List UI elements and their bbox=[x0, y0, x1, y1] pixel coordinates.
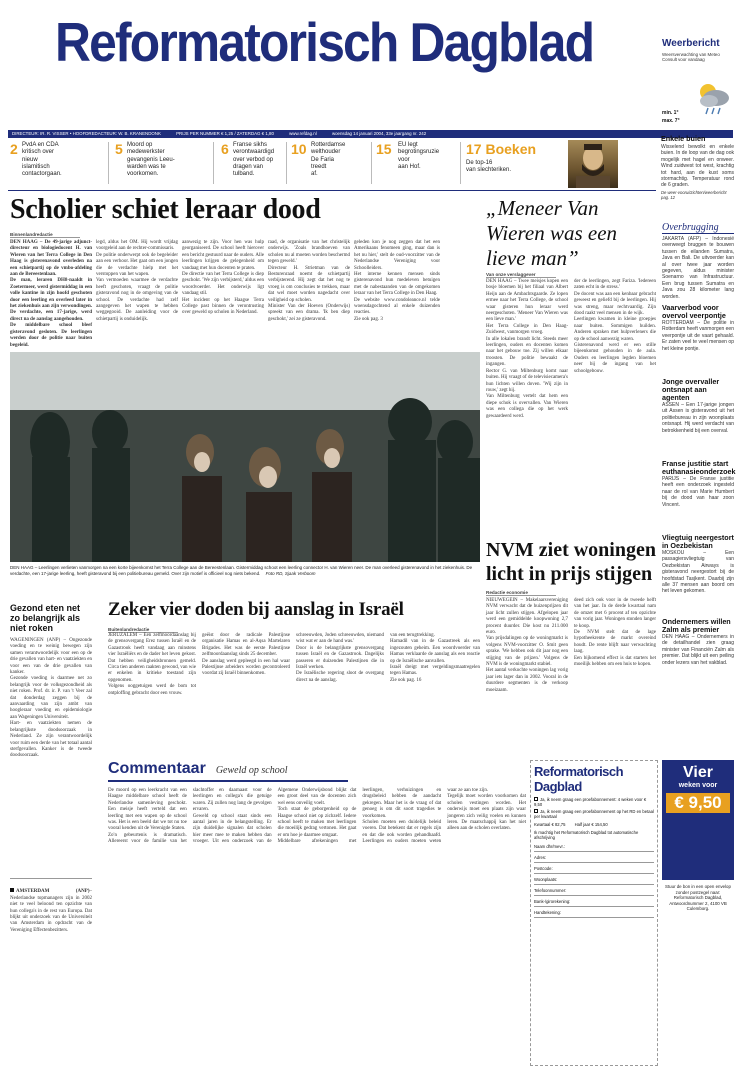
israel-column: van een terugtrekking. Harnadil van in de Gazastreek als een ingezouten geheim. Een woordvoerder van Hamas verklaarde de aanslag als een reactie op de Israëlische aanvallen. Israël dreigt met vergeldingsmaatregelen tegen Hamas. Zie ook pag. 16 bbox=[390, 633, 480, 683]
subscription-option[interactable] bbox=[534, 809, 654, 819]
band-website[interactable]: www.refdag.nl bbox=[289, 131, 317, 136]
weather-heading: Enkele buien bbox=[661, 134, 706, 143]
commentary-box bbox=[108, 760, 526, 1066]
teaser-strip bbox=[8, 140, 656, 188]
weather-link[interactable]: De weer-vooruitzichten/weerbericht pag. 12 bbox=[661, 189, 727, 200]
right-headline[interactable]: Jonge overvaller ontsnapt aan agenten bbox=[662, 377, 720, 402]
nvm-column: deed zich ook voor in de tweede helft van het jaar. In de derde kwartaal nam de omzet met 6 procent af ten opzichte van vorig jaar. Woningen stonden langer te koop. De NVM stelt dat de lage hypotheekrente de markt overeind houdt. De rente blijft naar verwachting laag. Een bijkomend effect is dat starters het moeilijk hebben om een huis te kopen. bbox=[574, 598, 656, 668]
israel-headline[interactable]: Zeker vier doden bij aanslag in Israël bbox=[108, 599, 404, 620]
nvm-column: NIEUWEGEIN – Makelaarsvereniging NVM verwacht dat de huizenprijzen dit jaar licht zullen stijgen. Afgelopen jaar werd een gemiddelde koopwoning 2,7 procent duurder. Die kost nu 211.000 euro. Van prijsdalingen op de woningmarkt is volgens NVM-voorzitter O. Smit geen sprake. 'We hebben ook dit jaar nog een stijging van de prijzen.' Volgens de NVM is de woningmarkt stabiel. Het aantal verkochte woningen lag vorig jaar iets lager dan in 2002. Vooral in de duurdere segmenten is de verkoop moeizaam. bbox=[486, 598, 568, 693]
form-field[interactable]: Adres: bbox=[534, 855, 654, 863]
subscription-option[interactable] bbox=[534, 797, 654, 807]
right-article: PARIJS – De Franse justitie heeft een onderzoek ingesteld naar de rol van Marie Humbert bij de dood van haar zoon Vincent. bbox=[662, 476, 734, 508]
teaser-divider bbox=[213, 142, 214, 184]
right-headline[interactable]: Franse justitie start euthanasieonderzoek bbox=[662, 459, 736, 476]
israel-article bbox=[108, 633, 480, 755]
teaser-page-number bbox=[466, 142, 536, 157]
lead-column: geleden kon je nog zeggen dat het een Amerikaans fenomeen ging, maar dan is het nu hier,' stelt de oud-voorzitter van de Nederlandse Vereniging voor Schoolleiders. Het interne kennen mensen sinds gisterenavond hun medeleven betuigen met de nabestaanden van de omgekomen leraar van het Terra College in Den Haag. De website www.condoleance.nl telde woensdagochtend al enkele duizenden reacties. Zie ook pag. 3 bbox=[354, 240, 440, 322]
teaser-page-number: 6 bbox=[221, 141, 229, 157]
promo-title: Vier bbox=[683, 764, 713, 781]
right-article: JAKARTA (AFP) – Indonesië overweegt bruggen te bouwen tussen de eilanden Sumatra, Java en Bali. De uitvoerder kan al over twee jaar worden gegeven, aldus minister Soenarno van Infrastructuur. Een brug tussen Sumatra en Java zou 28 kilometer lang worden. bbox=[662, 236, 734, 300]
lead-photo bbox=[10, 352, 480, 562]
teaser-text: EU legt begrotingsruzie voor aan Hof. bbox=[398, 142, 440, 170]
form-field[interactable]: Bank-/girorekening: bbox=[534, 899, 654, 907]
right-article: MOSKOU – Een passagiersvliegtuig van Oezbekistan Airways is gisteravond neergestort bij de hoofdstad Tasjkent. Daarbij zijn alle 37 mensen aan boord om het leven gekomen. bbox=[662, 550, 734, 595]
subscription-option-label: Ja, ik neem graag een proefabonnement op het RD en betaal per kwartaal bbox=[534, 809, 654, 819]
teaser-text: Franse sikhs verontwaardigd over verbod op dragen van tulband. bbox=[233, 142, 275, 178]
lead-article bbox=[10, 238, 442, 348]
right-column bbox=[662, 222, 734, 756]
form-field[interactable]: Woonplaats: bbox=[534, 877, 654, 885]
lead-column: raad, de organisatie van het christelijk onderwijs. 'Zoals brandhoeven van scholen nu al moeten worden beschermd tegen geweld.' Directeur H. Strietman van de Besturenraad noemt de schietpartij verbijsterend. Hij zegt dat het nog te vroeg is om conclusies te trekken, maar dat wel moet worden nagedacht over veiligheid op scholen. Minister Van der Hoeven (Onderwijs) spreekt van een drama. 'Ik ben diep geschokt,' zei ze gisteravond. bbox=[268, 240, 350, 322]
teaser-page-label: Boeken bbox=[485, 141, 537, 157]
price-quarter[interactable]: Kwartaal € 82,75 bbox=[534, 822, 566, 827]
left-article-health: WAGENINGEN (ANP) – Ongezonde voeding en te weinig bewegen zijn samen verantwoordelijk voor een op de drie gevallen van hart- en vaatziekten en voor een van de drie gevallen van kanker. Gezonde voeding is daarmee net zo belangrijk voor de volksgezondheid als niet roken. Prof. dr. ir. P. van 't Veer zal dat donderdag zeggen bij de aanvaarding van zijn ambt van hoogleraar voeding en epidemiologie aan Wageningen Universiteit. Hart- en vaatziekten nemen de belangrijkste doodsoorzaak in Nederland. Ze zijn verantwoordelijk voor ruim een derde van het totaal aantal sterfgevallen. Kanker is de tweede doodsoorzaak. bbox=[10, 638, 92, 759]
teaser-text: PvdA en CDA kritisch over nieuw islamitisch contactorgaan. bbox=[22, 142, 62, 178]
teaser-item[interactable] bbox=[113, 140, 203, 188]
right-article: ASSEN – Een 17-jarige jongen uit Assen is gisteravond uit het politiebureau in zijn woonplaats ontsnapt. Hij werd verdacht van betrokkenheid bij een overval. bbox=[662, 402, 734, 434]
photo-credit: Foto RD, Sjaak Verboom bbox=[265, 570, 316, 576]
interview-column: der de leerlingen, zegt Fariza. 'Iedereen zaten echt in de stress.' De docent was aan een kenbaar gebracht geweest en geliefd bij de leerlingen. Hij was streng, maar rechtvaardig. Zijn dood raakt veel mensen in de wijk. Leerlingen kwamen in kleine groepjes naar buiten. Sommigen huilden. Anderen spraken met hulpverleners die op de school aanwezig waren. Gisterenavond werd er een stille bijeenkomst gehouden in de aula. Ouders en leerlingen legden bloemen neer bij de ingang van het schoolgebouw. bbox=[574, 279, 656, 374]
weather-icon bbox=[694, 78, 732, 116]
commentary-subtitle: Geweld op school bbox=[215, 765, 288, 776]
teaser-item[interactable] bbox=[374, 140, 460, 188]
lead-column: aanwezig te zijn. Voor hen was hulp georganiseerd. De school heeft hierover een bericht gestuurd naar de ouders. Alle leerlingen krijgen de gelegenheid om vandaag met hun docenten te praten. De directie van het Terra College is diep geschokt. 'We zijn verbijsterd,' aldus een woordvoerder. Het onderwijs ligt vandaag stil. Het incident op het Haagse Terra College past binnen de verontrusting over geweld op scholen in Nederland. bbox=[182, 240, 264, 316]
masthead-title: Reformatorisch Dagblad bbox=[55, 11, 594, 73]
teaser-text: De top-16 van slechteriken. bbox=[466, 160, 512, 174]
left-article-place: AMSTERDAM (ANP) bbox=[16, 889, 90, 895]
weather-text: Wisselend bewolkt en enkele buien. In de loop van de dag ook mogelijk met hagel en onweer. Wind zuidwest tot west, krachtig tot hard, aan de kust soms stormachtig. Temperatuur rond de 6 graden. bbox=[661, 144, 734, 189]
weather-title: Weerbericht bbox=[662, 38, 720, 49]
teaser-text: Moord op medewerkster gevangenis Leeu- warden was te voorkomen. bbox=[127, 142, 175, 178]
form-field[interactable]: Telefoonnummer: bbox=[534, 888, 654, 896]
interview-column: DEN HAAG – Twee meisjes kopen een bosje bloemen bij het filiaal van Albert Heijn aan de Ambachtsgaarde. Ze lopen ermee naar het Terra College, de school waar gisteren hun leraar werd neergeschoten. 'Meneer Van Wieren was een lieve man.' Het Terra College in Den Haag-Zuidwest, vanmorgen vroeg. In alle lokalen brandt licht. Steeds meer leerlingen, ouders en docenten komen naar het gebouw toe. Zij willen elkaar troosten. De politie bewaakt de ingangen. Rector G. van Miltenburg komt naar buiten. Hij vraagt of de televisiecamera's hun lichten willen doven. 'Wij zijn in rouw,' zegt hij. Van Miltenburg vertelt dat hem een diepe schok is overvallen. Van Wieren was een collega die op het werk gewaardeerd werd. bbox=[486, 279, 568, 419]
band-price: PRIJS PER NUMMER € 1,25 / ZATERDAG € 1,80 bbox=[176, 131, 274, 136]
weather-max: max. 7° bbox=[662, 118, 680, 124]
teaser-portrait bbox=[568, 140, 618, 188]
left-article-managers bbox=[10, 882, 92, 1072]
teaser-page-number: 15 bbox=[376, 141, 392, 157]
form-field[interactable]: Naam dhr/mevr.: bbox=[534, 844, 654, 852]
bullet-icon bbox=[10, 888, 14, 892]
promo-box[interactable] bbox=[662, 760, 734, 880]
right-headline[interactable]: Vaarverbod voor overvol veerpontje bbox=[662, 303, 726, 320]
teaser-item[interactable] bbox=[219, 140, 289, 188]
weather-panel bbox=[661, 135, 734, 218]
right-article: ROTTERDAM – De politie in Rotterdam heeft vanmorgen een veerpontje uit de vaart gehaald. Er zaten veel te veel mensen op het kleine pontje. bbox=[662, 320, 734, 352]
header-rule bbox=[8, 190, 656, 191]
commentary-title: Commentaar bbox=[108, 760, 206, 777]
left-section-rule bbox=[10, 878, 92, 879]
form-field[interactable]: Handtekening: bbox=[534, 910, 654, 918]
weather-subtitle: Weersverwachting van Meteo Consult voor vandaag bbox=[662, 52, 720, 63]
right-headline[interactable]: Vliegtuig neergestort in Oezbekistan bbox=[662, 533, 734, 550]
subscription-logo: Reformatorisch Dagblad bbox=[534, 764, 624, 794]
band-date: woensdag 14 januari 2004, 33e jaargang nr. 242 bbox=[331, 131, 427, 136]
teaser-page-digits: 17 bbox=[466, 141, 482, 157]
commentary-header bbox=[108, 760, 348, 782]
israel-byline: Buitenlandredactie bbox=[108, 627, 178, 633]
photo-caption-text: DEN HAAG – Leerlingen verlieten vanmorgen na een korte bijeenkomst het Terra College aan de Bereestenlaan. Gistermiddag schoot een leerling connector H. van Wieren neer. De man overleed gisterenavond in het ziekenhuis. De verdachte, een 17-jarige leerling, heeft gisteravond bij een politiebureau gemeld. Over zijn motief is officieel nog niets bekend. bbox=[10, 565, 473, 576]
commentary-text: De moord op een leerkracht van een Haagse middelbare school heeft de Nederlandse samenleving geschokt. Een meisje heeft verteld dat een leerling met een wapen op de school was. Het is een beeld dat we tot nu toe vooral kenden uit de Verenigde Staten. Zo'n gebeurtenis is dramatisch. Allereerst voor de familie van het slachtoffer en daarnaast voor de leerlingen en collega's die getuige waren. Zij zullen nog lang de gevolgen ervaren. Geweld op school staat sinds een aantal jaren in de belangstelling. Er zijn duidelijke signalen dat scholen hier meer mee te maken hebben dan vroeger. Uit een onderzoek van de Algemene Onderwijsbond blijkt dat een groot deel van de docenten zich wel eens onveilig voelt. Toch staat de geborgenheid op de Haagse school niet op zichzelf. Iedere school heeft te maken met leerlingen die moeilijk gedrag vertonen. Het gaat er om hoe je daarmee omgaat. Middelbare afrekeningen met leerlingen, verhuizingen en drugsbeleid hebben de aandacht gekregen. Maar het is de vraag of dat genoeg is om dit soort tragedies te voorkomen. Scholen moeten een duidelijk beleid voeren. Dat betekent dat er regels zijn en dat die ook worden gehandhaafd. Leerlingen en ouders moeten weten waar ze aan toe zijn. Tegelijk moet worden voorkomen dat scholen vestingen worden. Het onderwijs moet een plaats zijn waar jongeren zich veilig voelen en kunnen leren. De maatschappij kan het niet alleen aan de scholen overlaten. bbox=[108, 788, 526, 845]
israel-column: schreeuwden, Joden schreeuwden, niemand wist wat er aan de hand was.' Door is de belangrijkste grensovergang tussen Israël en de Gazastrook. Dagelijks passeren er duizenden Palestijnen die in Israël werken. De Israëlische regering sloot de overgang direct na de aanslag. bbox=[296, 633, 384, 683]
interview-headline[interactable]: „Meneer Van Wieren was een lieve man” bbox=[486, 196, 618, 270]
teaser-divider bbox=[286, 142, 287, 184]
promo-price: € 9,50 bbox=[666, 793, 730, 813]
interview-byline: Van onze verslaggever bbox=[486, 272, 556, 278]
right-section-title: Overbrugging bbox=[662, 222, 734, 234]
israel-column: JERUZALEM – Een zelfmoordaanslag bij de grensovergang Erez tussen Israël en de Gazastrook heeft vandaag aan minstens vier Israëliërs en de dader het leven gekost. Dat hebben veiligheidsbronnen gemeld. Circa tien anderen raakten gewond, van wie er enkelen in kritieke toestand zijn opgenomen. Volgens ooggetuigen werd de bom tot ontploffing gebracht door een vrouw. bbox=[108, 633, 196, 696]
teaser-page-number: 2 bbox=[10, 141, 18, 157]
promo-subtitle: weken voor bbox=[678, 782, 718, 789]
publication-band bbox=[8, 130, 733, 138]
teaser-item[interactable] bbox=[464, 140, 564, 188]
weather-min: min. 1° bbox=[662, 110, 679, 116]
lead-column: legd, aldus het OM. Hij wordt vrijdag voorgeleid aan de rechter-commissaris. De politie onderwerpt ook de begeleider aan een verhoor. Het gaat om een jongen die de verdachte hielp met het verstoppen van het wapen. Van vermoeden waarmee de verdachte heeft geschoten, vraagt de politie gisteravond nog in de omgeving van de school. De verdachte had zelf aangegeven het wapen te hebben weggegooid. De aanleiding voor de schietpartij is onduidelijk. bbox=[96, 240, 178, 322]
subscription-fields bbox=[534, 844, 654, 918]
photo-caption bbox=[10, 565, 480, 576]
teaser-item[interactable] bbox=[289, 140, 371, 188]
teaser-page-number: 5 bbox=[115, 141, 123, 157]
price-half-year[interactable]: Half jaar € 154,50 bbox=[574, 822, 608, 827]
teaser-page-number: 10 bbox=[291, 141, 307, 157]
left-article-text: – Nederlandse topmanagers zijn in 2002 niet te veel beloond ten opzichte van hun collega's in de rest van Europa. Dat blijkt uit onderzoek van de Universiteit van Amsterdam in opdracht van de Vereniging Effectenbezitters. bbox=[10, 889, 92, 933]
left-headline-health[interactable]: Gezond eten net zo belangrijk als niet roken bbox=[10, 603, 81, 633]
subscription-prices bbox=[534, 822, 654, 827]
teaser-text: Rotterdamse welthouder De Faria treedt af. bbox=[311, 142, 346, 178]
lead-byline: Binnenlandredactie bbox=[10, 232, 80, 238]
teaser-divider bbox=[460, 142, 461, 184]
teaser-divider bbox=[371, 142, 372, 184]
form-field[interactable]: Postcode: bbox=[534, 866, 654, 874]
lead-column: DEN HAAG – De 49-jarige adjunct-directeur en biologiedocent H. van Wieren van het Terra College in Den Haag is gisterenavond overleden na een schietpartij op de vmbo-afdeling aan de Bereestenlaan. De man, leraren DH8-naaldt in Zoetermeer, werd gistermiddag in een volle kantine in zijn hoofd geschoten door een leerling en overleed later in het ziekenhuis aan zijn verwondingen. De verdachte, een 17-jarige, werd direct na de aanslag aangehouden. De middelbare school bleef gisteravond gesloten. De leerlingen werden door de politie naar buiten begeleid. bbox=[10, 240, 92, 348]
checkbox-icon[interactable] bbox=[534, 809, 538, 813]
subscription-option-label: Ja, ik neem graag een proefabonnement: 4 weken voor € 9,50 bbox=[534, 797, 647, 807]
lead-headline[interactable]: Scholier schiet leraar dood bbox=[10, 194, 321, 225]
israel-column: geëist door de radicale Palestijnse organisatie Hamas en al-Aqsa Martelaren Brigades. Het was de eerste Palestijnse zelfmoordaanslag sinds 25 december. De aanslag werd gepleegd in een hal waar Palestijnse arbeiders worden gecontroleerd voordat zij Israël binnenkomen. bbox=[202, 633, 290, 677]
promo-text: Stuur de bon in een open envelop zonder postzegel naar: Reformatorisch Dagblad, Antwoordnummer 2, 4100 VB Culemborg. bbox=[665, 884, 731, 912]
checkbox-icon[interactable] bbox=[534, 797, 538, 801]
subscription-coupon bbox=[530, 760, 658, 1066]
nvm-headline[interactable]: NVM ziet woningen licht in prijs stijgen bbox=[486, 539, 656, 585]
band-editors: DIRECTEUR: IR. R. VISSER • HOOFDREDACTEUR: W. B. KRANENDONK bbox=[12, 131, 161, 136]
nvm-byline: Redactie economie bbox=[486, 590, 556, 596]
subscription-authorization[interactable]: Ik machtig het Reformatorisch Dagblad tot automatische afschrijving bbox=[534, 830, 639, 840]
right-article: DEN HAAG – Ondernemers in de detailhandel zien graag minister van Financiën Zalm als premier. Dat blijkt uit een peiling onder lezers van het vakblad. bbox=[662, 634, 734, 666]
right-headline[interactable]: Ondernemers willen Zalm als premier bbox=[662, 617, 731, 634]
teaser-item[interactable] bbox=[8, 140, 98, 188]
teaser-divider bbox=[108, 142, 109, 184]
